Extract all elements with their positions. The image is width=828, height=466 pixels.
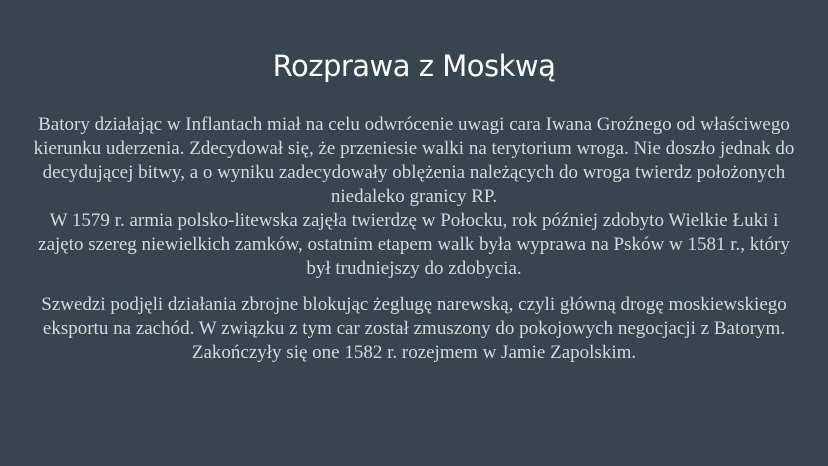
slide-title: Rozprawa z Moskwą xyxy=(272,49,556,83)
paragraph-1 xyxy=(30,113,798,281)
paragraph-1-part-1: Batory działając w Inflantach miał na celu odwrócenie uwagi cara Iwana Groźnego od właściwego kierunku uderzenia. Zdecydował się, że przeniesie walki na terytorium wroga. Nie doszło jednak do decydującej bitwy, a o wyniku zadecydowały oblężenia należących do wroga twierdz położonych niedaleko granicy RP. xyxy=(33,114,795,207)
slide-body xyxy=(30,113,798,365)
paragraph-1-part-2: W 1579 r. armia polsko-litewska zajęła twierdzę w Połocku, rok później zdobyto Wielkie Łuki i zajęto szereg niewielkich zamków, ostatnim etapem walk była wyprawa na Psków w 1581 r., który był trudniejszy do zdobycia. xyxy=(38,210,790,279)
paragraph-2: Szwedzi podjęli działania zbrojne blokując żeglugę narewską, czyli główną drogę moskiewskiego eksportu na zachód. W związku z tym car został zmuszony do pokojowych negocjacji z Batorym. Zakończyły się one 1582 r. rozejmem w Jamie Zapolskim. xyxy=(41,294,787,363)
